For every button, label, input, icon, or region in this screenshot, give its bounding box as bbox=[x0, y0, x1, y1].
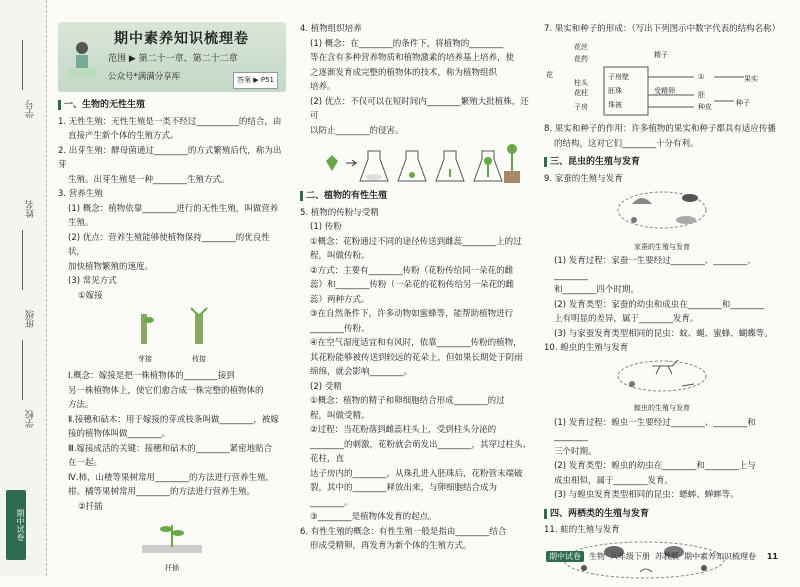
text-line: Ⅳ.柿，山楂等果树常用________的方法进行营养生殖， bbox=[68, 472, 275, 483]
text-line: ①嫁接 bbox=[78, 290, 103, 301]
text-line: 三个时期。 bbox=[554, 446, 597, 457]
svg-text:子房: 子房 bbox=[574, 102, 588, 111]
svg-text:花柱: 花柱 bbox=[574, 88, 588, 97]
text-line: 4. 植物组织培养 bbox=[300, 24, 362, 34]
text-line: 6. 有性生殖的概念：有性生殖一般是指由________结合 bbox=[300, 526, 507, 537]
column-left bbox=[58, 22, 286, 578]
text-line: ________。 bbox=[310, 497, 353, 508]
text-line: ④在空气湿度适宜和有风时，依靠________传粉的植物， bbox=[310, 338, 522, 348]
text-line: 成虫相似，属于________发育。 bbox=[554, 475, 674, 486]
footer-brand: 期中试卷 bbox=[546, 551, 584, 562]
figure-caption: 芽接 bbox=[138, 354, 152, 363]
footer-version: 苏教版 bbox=[655, 552, 679, 561]
diagram-label: 花丝 bbox=[574, 42, 588, 51]
footer-title: 期中素养知识梳理卷 bbox=[684, 552, 756, 561]
svg-text:果实: 果实 bbox=[744, 74, 758, 83]
branch-graft-icon bbox=[179, 306, 219, 346]
text-line: 5. 植物的传粉与受精 bbox=[300, 207, 379, 218]
svg-text:种皮: 种皮 bbox=[698, 102, 712, 111]
text-line: 在一起。 bbox=[68, 458, 103, 468]
chapter-range: 范围 ▶ 第二十一章、第二十二章 bbox=[108, 54, 238, 64]
margin-label-name: 姓名 bbox=[26, 200, 36, 218]
text-line: 柑、橘等果树常用________的方法进行营养生殖。 bbox=[68, 487, 256, 497]
text-line: 3. 营养生殖 bbox=[58, 189, 103, 199]
text-line: 等在含有多种营养物质和植物激素的培养基上培养，使 bbox=[310, 53, 515, 63]
section-heading: 二、植物的有性生殖 bbox=[300, 189, 532, 204]
text-line: (2) 发育类型：家蚕的幼虫和成虫在________和________ bbox=[554, 299, 765, 310]
person-illustration bbox=[64, 40, 100, 84]
silkworm-figure bbox=[544, 186, 780, 254]
svg-text:胚珠: 胚珠 bbox=[608, 86, 622, 95]
text-line: ②过程：当花粉落到雌蕊柱头上，受到柱头分泌的 bbox=[310, 425, 497, 435]
text-line: 达子房内的________。从珠孔进入胚珠后，花粉管末端破 bbox=[310, 468, 523, 479]
tissue-culture-icon bbox=[306, 141, 526, 185]
text-line: (2) 优点：不仅可以在短时间内________繁殖大批植株，还可 bbox=[310, 96, 529, 121]
locust-figure bbox=[544, 356, 780, 416]
text-line: 另一株植物体上，使它们愈合成一株完整的植物体的 bbox=[68, 385, 264, 396]
bud-graft-icon bbox=[125, 306, 165, 346]
text-line: (2) 优点：营养生殖能够使植物保持________的优良性状， bbox=[68, 232, 270, 257]
text-line: 生殖。出芽生殖是一种________生殖方式。 bbox=[68, 174, 230, 185]
cutting-figure bbox=[58, 517, 286, 575]
margin-line bbox=[22, 230, 23, 290]
page-number: 11 bbox=[766, 552, 778, 561]
column-middle bbox=[300, 22, 532, 554]
text-line: 培养。 bbox=[310, 82, 336, 92]
text-line: 1. 无性生殖：无性生殖是一类不经过__________的结合，由 bbox=[58, 116, 282, 127]
figure-caption: 蝗虫的生殖与发育 bbox=[634, 404, 690, 412]
text-line: 10. 蝗虫的生殖与发育 bbox=[544, 343, 629, 353]
text-line: ①概念：植物的精子和卵细胞结合形成________的过 bbox=[310, 396, 505, 406]
footer-subject: 生物 bbox=[589, 552, 605, 561]
text-line: (3) 与蝗虫发育类型相同的昆虫：蟋蟀、蝉蟀等。 bbox=[554, 490, 739, 500]
text-line: (2) 发育类型：蝗虫的幼虫在________和________上与 bbox=[554, 461, 756, 471]
text-line: 11. 蛙的生殖与发育 bbox=[544, 525, 620, 535]
text-line: ________的刺激，花粉就会萌发出________，其穿过柱头、花柱，直 bbox=[310, 439, 532, 464]
cutting-plant-icon bbox=[142, 517, 202, 555]
figure-caption: 枝接 bbox=[192, 354, 206, 363]
text-line: (1) 概念：在________的条件下，将植物的________ bbox=[310, 38, 504, 49]
fruit-seed-diagram bbox=[544, 37, 780, 117]
text-line: 2. 出芽生殖：酵母菌通过________的方式繁殖后代，称为出芽 bbox=[58, 145, 282, 170]
svg-text:受精卵: 受精卵 bbox=[654, 86, 675, 95]
text-line: 加快植物繁殖的速度。 bbox=[68, 261, 154, 272]
footer-grade: 八年级下册 bbox=[610, 552, 650, 561]
text-line: 蕊）两种方式。 bbox=[310, 294, 370, 305]
text-line: 8. 果实和种子的作用：许多植物的果实和种子都具有适应传播 bbox=[544, 124, 776, 134]
brand-logo: 期中试卷 bbox=[6, 490, 26, 560]
binding-margin bbox=[0, 0, 47, 576]
margin-label-class: 班级 bbox=[26, 310, 36, 328]
text-line: 接的植物体叫做________。 bbox=[68, 429, 171, 439]
text-line: Ⅱ.接穗和砧木：用于嫁接的芽或枝条叫做________，被嫁 bbox=[68, 414, 279, 425]
page-title: 期中素养知识梳理卷 bbox=[114, 31, 249, 47]
text-line: (1) 发育过程：家蚕一生要经过________、________、________ bbox=[554, 256, 756, 281]
text-line: ③在自然条件下，许多动物如蜜蜂等，能帮助植物进行 bbox=[310, 309, 514, 319]
text-line: 蕊）和________传粉（一朵花的花粉传给另一朵花的雌 bbox=[310, 280, 515, 290]
margin-line bbox=[22, 40, 23, 90]
locust-cycle-icon bbox=[602, 356, 722, 396]
column-right bbox=[544, 22, 780, 587]
svg-text:珠被: 珠被 bbox=[608, 100, 622, 109]
section-heading: 一、生物的无性生殖 bbox=[58, 98, 286, 113]
text-line: 上有明显的差异，属于________发育。 bbox=[554, 314, 699, 324]
text-line: ①概念：花粉通过不同的途径传送到雌蕊________上的过 bbox=[310, 236, 522, 247]
svg-text:柱头: 柱头 bbox=[574, 78, 588, 87]
text-line: ②方式：主要有________传粉（花粉传给同一朵花的雌 bbox=[310, 265, 514, 276]
margin-line bbox=[22, 340, 23, 400]
text-line: (1) 发育过程：蝗虫一生要经过________、________和________ bbox=[554, 417, 756, 442]
svg-text:胚: 胚 bbox=[698, 90, 705, 99]
tissue-culture-figure bbox=[300, 141, 532, 185]
text-line: 直接产生新个体的生殖方式。 bbox=[68, 131, 179, 141]
text-line: 生殖。 bbox=[68, 218, 94, 228]
text-line: Ⅲ.嫁接成活的关键：接穗和砧木的________紧密地贴合 bbox=[68, 443, 273, 454]
svg-text:种子: 种子 bbox=[736, 98, 750, 107]
section-heading: 四、两栖类的生殖与发育 bbox=[544, 507, 780, 522]
svg-text:花: 花 bbox=[546, 70, 553, 79]
text-line: (2) 受精 bbox=[310, 381, 342, 392]
svg-text:精子: 精子 bbox=[654, 50, 668, 59]
silkworm-cycle-icon bbox=[602, 186, 722, 234]
header-banner bbox=[58, 22, 286, 92]
margin-label-id: 学号 bbox=[26, 100, 36, 118]
text-line: (3) 常见方式 bbox=[68, 276, 117, 286]
text-line: 程，叫做传粉。 bbox=[310, 251, 370, 261]
svg-text:花药: 花药 bbox=[574, 54, 588, 63]
text-line: ________传粉。 bbox=[310, 323, 370, 334]
section-heading: 三、昆虫的生殖与发育 bbox=[544, 155, 780, 170]
svg-text:子房壁: 子房壁 bbox=[608, 72, 629, 81]
text-line: 绵绵，就会影响________。 bbox=[310, 367, 413, 377]
text-line: 7. 果实和种子的形成：（写出下列图示中数字代表的结构名称） bbox=[544, 24, 781, 34]
text-line: 以防止________的侵害。 bbox=[310, 125, 404, 136]
publisher-note: 公众号*满满分享库 bbox=[108, 72, 181, 82]
text-line: 和________四个时期。 bbox=[554, 285, 640, 295]
text-line: (3) 与家蚕发育类型相同的昆虫：蚊、蝇、蜜蜂、蝴蝶等。 bbox=[554, 328, 773, 339]
text-line: ②扦插 bbox=[78, 501, 103, 512]
figure-caption: 扦插 bbox=[165, 563, 179, 572]
text-line: 的结构，这对它们________十分有利。 bbox=[554, 138, 699, 149]
page-footer bbox=[546, 551, 778, 562]
text-line: ③________是植物体发育的起点。 bbox=[310, 512, 437, 522]
text-line: 之逐渐发育成完整的植物体的技术，称为植物组织 bbox=[310, 67, 498, 78]
svg-text:①: ① bbox=[698, 72, 705, 81]
text-line: 裂，其中的________释放出来，与卵细胞结合成为 bbox=[310, 483, 498, 493]
margin-label-school: 学校 bbox=[26, 410, 36, 428]
figure-caption: 家蚕的生殖与发育 bbox=[634, 242, 690, 251]
text-line: 形成受精卵，再发育为新个体的生殖方式。 bbox=[310, 541, 472, 551]
answer-ref: 答案 ▶ P51 bbox=[233, 72, 278, 89]
text-line: (1) 传粉 bbox=[310, 222, 342, 232]
text-line: 方法。 bbox=[68, 400, 94, 410]
text-line: 程，叫做受精。 bbox=[310, 410, 370, 421]
text-line: Ⅰ.概念：嫁接是把一株植物体的________接到 bbox=[68, 371, 235, 381]
text-line: 其花粉能够被传送到较远的花朵上，但如果长期处于阴雨 bbox=[310, 352, 523, 363]
grafting-figure bbox=[58, 306, 286, 366]
text-line: (1) 概念：植物依靠________进行的无性生殖，叫做营养 bbox=[68, 203, 279, 214]
text-line: 9. 家蚕的生殖与发育 bbox=[544, 173, 623, 184]
